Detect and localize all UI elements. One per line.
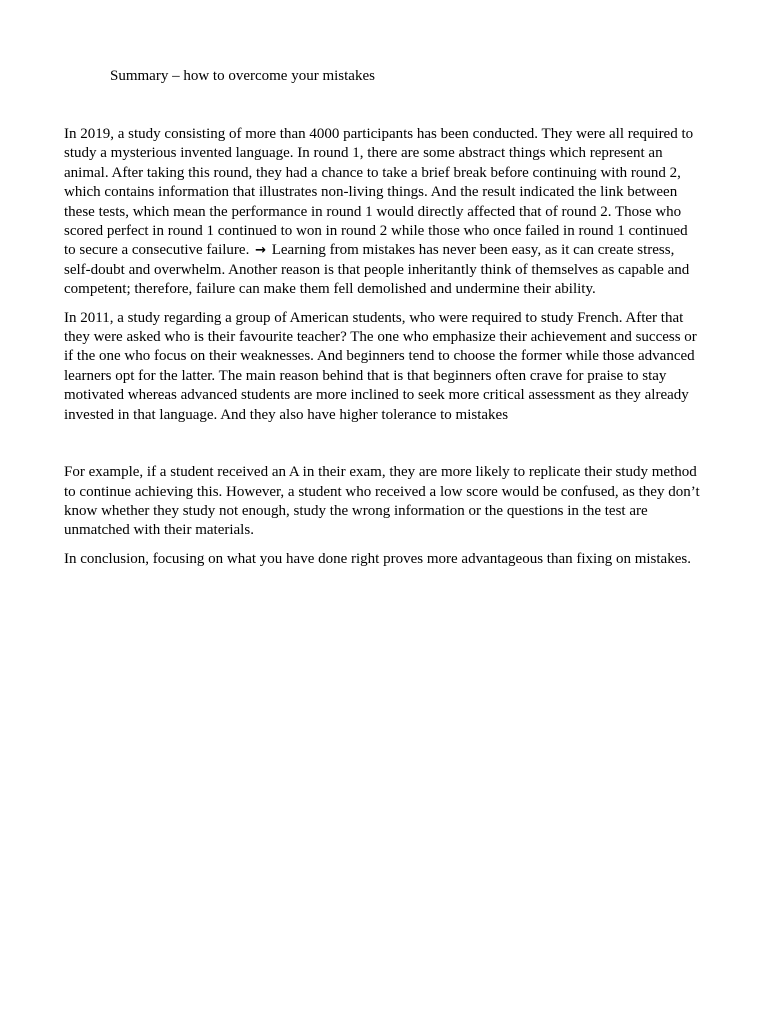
paragraph-text: Learning from mistakes has never been easy, as it can create stress, self-doubt and overwhelm. Another reason is that people inheritantly think of themselves as capable and competent; therefore, failure can make them fell demolished and undermine their ability. [64, 242, 690, 298]
paragraph-study-2011: In 2011, a study regarding a group of American students, who were required to study French. After that they were asked who is their favourite teacher? The one who emphasize their achievement and success or if the one who focus on their weaknesses. And beginners tend to choose the former while those advanced learners opt for the latter. The main reason behind that is that beginners often crave for praise to stay motivated whereas advanced students are more inclined to seek more critical assessment as they already invested in that language. And they also have higher tolerance to mistakes [64, 309, 697, 423]
paragraph-conclusion: In conclusion, focusing on what you have done right proves more advantageous than fixing on mistakes. [64, 550, 691, 567]
paragraph-text: In 2019, a study consisting of more than 4000 participants has been conducted. They were all required to study a mysterious invented language. In round 1, there are some abstract things which represent an animal. After taking this round, they had a chance to take a brief break before continuing with round 2, which contains information that illustrates non-living things. And the result indicated the link between these tests, which mean the performance in round 1 would directly affected that of round 2. Those who scored perfect in round 1 continued to won in round 2 while those who once failed in round 1 continued to secure a consecutive failure. [64, 126, 694, 259]
document-body [64, 125, 700, 578]
paragraph-example: For example, if a student received an A in their exam, they are more likely to replicate their study method to continue achieving this. However, a student who received a low score would be confused, as they don’t know whether they study not enough, study the wrong information or the questions in the test are unmatched with their materials. [64, 464, 700, 539]
document-title: Summary – how to overcome your mistakes [110, 68, 375, 84]
blank-line [64, 434, 700, 463]
paragraph-study-2019 [64, 125, 700, 300]
arrow-right-icon: → [255, 243, 266, 259]
